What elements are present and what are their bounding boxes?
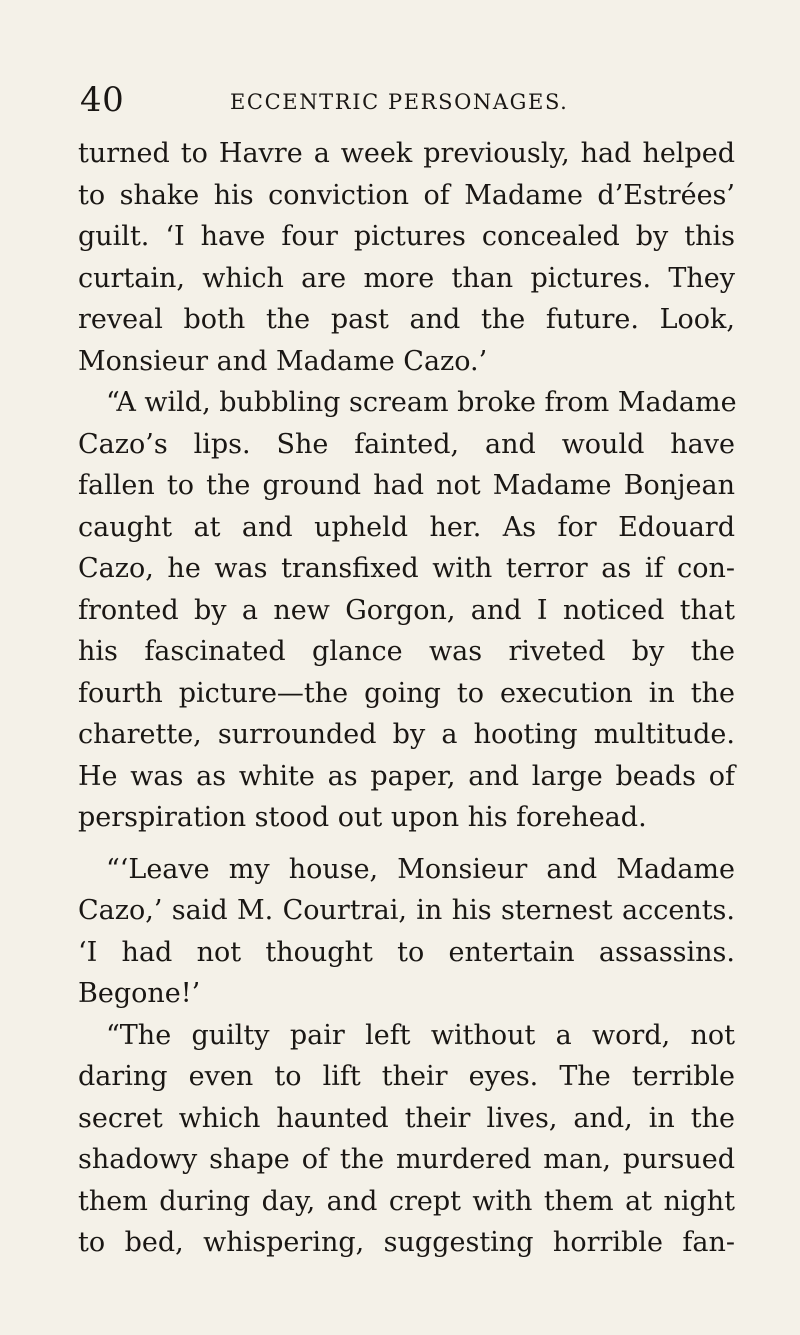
text-line: fourth picture—the going to execution in the <box>78 677 735 709</box>
text-line: perspiration stood out upon his forehead. <box>78 802 647 833</box>
body-text <box>78 133 735 1264</box>
text-line: “The guilty pair left without a word, not <box>106 1019 735 1051</box>
text-line: to shake his conviction of Madame d’Estrées’ <box>78 179 735 211</box>
text-line: them during day, and crept with them at night <box>78 1185 735 1217</box>
text-line: He was as white as paper, and large beads of <box>78 760 735 792</box>
text-line: “A wild, bubbling scream broke from Madame <box>106 387 737 418</box>
text-line: Begone!’ <box>78 978 201 1009</box>
text-line: charette, surrounded by a hooting multitude. <box>78 719 735 750</box>
running-head <box>80 80 730 130</box>
text-line: “‘Leave my house, Monsieur and Madame <box>106 853 735 885</box>
page-number: 40 <box>80 80 125 120</box>
text-line: Cazo’s lips. She fainted, and would have <box>78 428 735 460</box>
text-line: curtain, which are more than pictures. They <box>78 262 735 294</box>
running-title: ECCENTRIC PERSONAGES. <box>230 90 569 114</box>
text-line: reveal both the past and the future. Look, <box>78 304 735 335</box>
text-line: ‘I had not thought to entertain assassins. <box>78 936 735 968</box>
text-line: daring even to lift their eyes. The terrible <box>78 1061 735 1092</box>
text-line: fallen to the ground had not Madame Bonjean <box>78 470 735 501</box>
text-line: Cazo,’ said M. Courtrai, in his sternest accents. <box>78 895 735 926</box>
text-line: his fascinated glance was riveted by the <box>78 636 735 667</box>
text-line: guilt. ‘I have four pictures concealed by this <box>78 221 735 252</box>
text-line: secret which haunted their lives, and, in the <box>78 1102 735 1134</box>
text-line: Monsieur and Madame Cazo.’ <box>78 345 488 377</box>
paragraph-gap <box>78 839 735 849</box>
text-line: Cazo, he was transfixed with terror as if con- <box>78 553 735 584</box>
text-line: to bed, whispering, suggesting horrible fan- <box>78 1227 735 1258</box>
text-line: caught at and upheld her. As for Edouard <box>78 511 735 543</box>
text-line: shadowy shape of the murdered man, pursued <box>78 1144 735 1175</box>
text-line: fronted by a new Gorgon, and I noticed that <box>78 594 735 626</box>
text-line: turned to Havre a week previously, had helped <box>78 138 735 169</box>
